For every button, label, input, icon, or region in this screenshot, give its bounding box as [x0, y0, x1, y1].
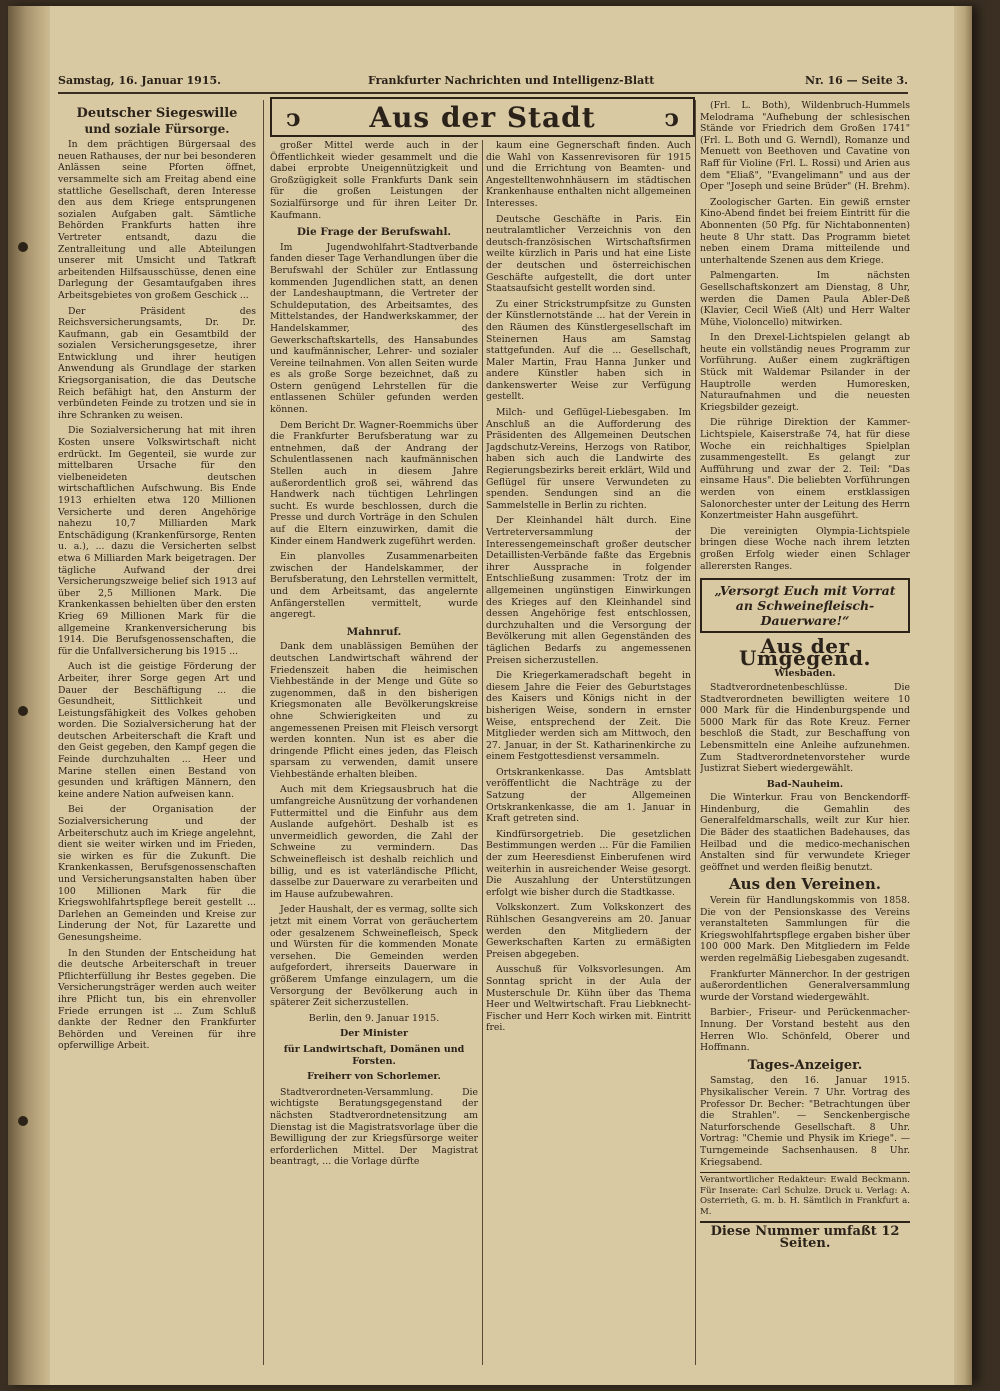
paragraph: Volkskonzert. Zum Volkskonzert des Rühlschen Gesangvereins am 20. Januar werden den Mitgliedern der Gewerkschaften Karten zu ermäßigten Preisen abgegeben.: [486, 902, 691, 960]
ornament-icon: ↄ: [664, 103, 679, 132]
paragraph: Dank dem unablässigen Bemühen der deutschen Landwirtschaft während der Friedenszeit haben die heimischen Viehbestände in der Menge und Güte so zugenommen, daß in den bisherigen Kriegsmonaten alle Bevölkerungskreise ohne Schwierigkeiten und zu angemessenen Preisen mit Fleisch versorgt werden konnten. Nun ist es aber die dringende Pflicht eines jeden, das Fleisch sparsam zu verwenden, damit unsere Viehbestände erhalten bleiben.: [270, 641, 478, 780]
paragraph: Im Jugendwohlfahrt-Stadtverbande fanden dieser Tage Verhandlungen über die Berufswahl der Schüler zur Entlassung kommenden Jugendlichen statt, an denen der Landeshauptmann, die Vertreter der Schuldeputation, des Arbeitsamtes, des Mittelstandes, der Handwerkskammer, der Handelskammer, des Gewerkschaftskartells, des Hansabundes und kaufmännischer, Lehrer- und sozialer Vereine teilnahmen. Von allen Seiten wurde es als große Sorge bezeichnet, daß zu Ostern genügend Lehrstellen für die entlassenen Schüler gefunden werden können.: [270, 241, 478, 416]
column-rule: [482, 140, 483, 1365]
column-1: [58, 100, 256, 1370]
paragraph: In dem prächtigen Bürgersaal des neuen Rathauses, der nur bei besonderen Anlässen seine Pforten öffnet, versammelte sich am Freitag abend eine stattliche Gesellschaft, deren Interesse den aus dem Kriege entsprungenen sozialen Aufgaben galt. Sämtliche Behörden Frankfurts hatten ihre Vertreter entsandt, dazu die Zentralleitung und alle Abteilungen unserer mit Umsicht und Tatkraft arbeitenden Hilfsausschüsse, denen eine Darlegung der Gesamtaufgaben ihres Arbeitsgebietes von großem Geschick ...: [58, 139, 256, 301]
page-count-notice: Diese Nummer umfaßt 12 Seiten.: [700, 1221, 910, 1249]
paragraph: Stadtverordnetenbeschlüsse. Die Stadtverordneten bewilligten weitere 10 000 Mark für die Hindenburgspende und 5000 Mark für das Rote Kreuz. Ferner beschloß die Stadt, zur Beschaffung von Lebensmitteln eine Anleihe aufzunehmen. Zum Stadtverordnetenvorsteher wurde Justizrat Siebert wiedergewählt.: [700, 681, 910, 775]
paragraph: Stadtverordneten-Versammlung. Die wichtigste Beratungsgegenstand der nächsten Stadtverordnetensitzung am Dienstag ist die Magistratsvorlage über die Bewilligung der zur Kriegsfürsorge weiter erforderlichen Mittel. Der Magistrat beantragt, ... die Vorlage dürfte: [270, 1086, 478, 1168]
paragraph: Die rührige Direktion der Kammer-Lichtspiele, Kaiserstraße 74, hat für diese Woche ein reichhaltiges Spielplan zusammengestellt. Es gelangt zur Aufführung und zwar der 2. Teil: "Das einsame Haus". Die beliebten Vorführungen werden von einem erstklassigen Salonorchester unter der Leitung des Herrn Konzertmeister Hahn ausgeführt.: [700, 417, 910, 522]
header-date: Samstag, 16. Januar 1915.: [58, 74, 221, 87]
column-3: [486, 140, 691, 1370]
signature-name: Freiherr von Schorlemer.: [307, 1071, 441, 1083]
ornament-icon: ↄ: [286, 103, 301, 132]
binding-hole: [18, 706, 28, 716]
paragraph: Dem Bericht Dr. Wagner-Roemmichs über die Frankfurter Berufsberatung war zu entnehmen, daß der Andrang der Schulentlassenen nach kaufmännischen Stellen auch in diesem Jahre außerordentlich groß sei, während das Handwerk nach tüchtigen Lehrlingen sucht. Es wurde beschlossen, durch die Presse und durch Vorträge in den Schulen auf die Eltern einzuwirken, damit die Kinder einem Handwerk zugeführt werden.: [270, 419, 478, 547]
article-subtitle: und soziale Fürsorge.: [84, 121, 230, 136]
column-rule: [695, 100, 696, 1365]
paragraph: Die Kriegerkameradschaft begeht in diesem Jahre die Feier des Geburtstages des Kaisers und Königs nicht in der bisherigen Weise, sondern in ernster Weise, entsprechend der Zeit. Die Mitglieder werden sich am Mittwoch, den 27. Januar, in der St. Katharinenkirche zu einem Festgottesdienst versammeln.: [486, 670, 691, 763]
advertisement-box: „Versorgt Euch mit Vorrat an Schweinefleisch-Dauerware!“: [700, 578, 910, 633]
paragraph: Die Sozialversicherung hat mit ihren Kosten unsere Volkswirtschaft nicht erdrückt. Im Gegenteil, sie wurde zur mittelbaren Ursache für den vielbeneideten deutschen wirtschaftlichen Aufschwung. Bis Ende 1913 erhielten etwa 120 Millionen Versicherte und deren Angehörige nahezu 10,7 Milliarden Mark Entschädigung (Krankenfürsorge, Renten u. a.), ... dazu die Versicherten selbst etwa 6 Milliarden Mark beigetragen. Der tägliche Aufwand der drei Versicherungszweige belief sich 1913 auf über 2,5 Millionen Mark. Die Krankenkassen behielten über den ersten Krieg 69 Millionen Mark für die allgemeine Krankenversicherung bis 1914. Die Berufsgenossenschaften, die für die Unfallversicherung bis 1915 ...: [58, 425, 256, 657]
article-heading: Mahnruf.: [346, 625, 402, 638]
paragraph: Palmengarten. Im nächsten Gesellschaftskonzert am Dienstag, 8 Uhr, werden die Damen Paula Abler-Deß (Klavier, Cecil Wieß (Alt) und Herr Walter Mühe, Violoncello) mitwirken.: [700, 270, 910, 328]
section-heading: Aus der Umgegend.: [738, 634, 871, 670]
imprint: Verantwortlicher Redakteur: Ewald Beckmann. Für Inserate: Carl Schulze. Druck u. Verlag: A. Osterrieth, G. m. b. H. Sämtlich in Frankfurt a. M.: [700, 1172, 910, 1217]
paragraph: Zoologischer Garten. Ein gewiß ernster Kino-Abend findet bei freiem Eintritt für die Abonnenten (50 Pfg. für Nichtabonnenten) heute 8 Uhr statt. Das Programm bietet neben einem Drama mitteilende und unterhaltende Szenen aus dem Kriege.: [700, 196, 910, 266]
header-page-number: Nr. 16 — Seite 3.: [805, 74, 908, 87]
section-heading: Aus den Vereinen.: [729, 875, 881, 894]
article-heading: Die Frage der Berufswahl.: [296, 226, 452, 239]
page-header: [58, 72, 908, 94]
paragraph: Milch- und Geflügel-Liebesgaben. Im Anschluß an die Aufforderung des Präsidenten des Allgemeinen Deutschen Jagdschutz-Vereins, Herzogs von Ratibor, haben sich auch die Landwirte des Regierungsbezirks bereit erklärt, Wild und Geflügel für unsere Verwundeten zu spenden. Sendungen sind an die Sammelstelle in Berlin zu richten.: [486, 407, 691, 511]
paragraph: Bei der Organisation der Sozialversicherung und der Arbeiterschutz auch im Kriege angelehnt, dient sie weiter wirken und im Frieden, sie wirken es für die Zukunft. Die Krankenkassen, Berufsgenossenschaften und Versicherungsanstalten haben über 100 Millionen Mark für die Kriegswohlfahrtspflege bereit gestellt ... Darlehen an Gemeinden und Kreise zur Linderung der Not, für Lazarette und Genesungsheime.: [58, 804, 256, 943]
paragraph: Auch ist die geistige Förderung der Arbeiter, ihrer Sorge gegen Art und Dauer der Beschäftigung ... die Gesundheit, Sittlichkeit und Leistungsfähigkeit des Volkes gehoben worden. Die Sozialversicherung hat der deutschen Arbeiterschaft die Kraft und den Geist gegeben, den Kampf gegen die Feinde durchzuhalten ... Heer und Marine stellen einen Bestand von gesunden und kräftigen Männern, den keine andere Nation aufweisen kann.: [58, 661, 256, 800]
article-title: Deutscher Siegeswille: [76, 106, 238, 121]
paragraph: Der Kleinhandel hält durch. Eine Vertreterversammlung der Interessengemeinschaft großer deutscher Detaillisten-Verbände faßte das Ergebnis ihrer Aussprache in folgender Entschließung zusammen: Trotz der im allgemeinen ungünstigen Einwirkungen des Krieges auf den Kleinhandel sind dessen Angehörige fest entschlossen, durchzuhalten und die Versorgung der Bevölkerung mit allen Gegenständen des täglichen Bedarfs zu angemessenen Preisen sicherzustellen.: [486, 515, 691, 666]
binding-hole: [18, 242, 28, 252]
section-heading: Tages-Anzeiger.: [747, 1057, 863, 1073]
binding-edge: [8, 6, 50, 1385]
paragraph: Verein für Handlungskommis von 1858. Die von der Pensionskasse des Vereins veranstalteten Sammlungen für die Kriegswohlfahrtspflege ergaben bisher über 100 000 Mark. Den Mitgliedern im Felde werden regelmäßig Liebesgaben zugesandt.: [700, 895, 910, 964]
paragraph: kaum eine Gegnerschaft finden. Auch die Wahl von Kassenrevisoren für 1915 und die Errichtung von Beamten- und Angestelltenwohnhäusern im städtischen Krankenhause enthalten nicht allgemeinen Interesses.: [486, 140, 691, 209]
section-banner: [270, 97, 695, 137]
signature-title: Der Minister: [339, 1028, 409, 1040]
paragraph: Der Präsident des Reichsversicherungsamts, Dr. Dr. Kaufmann, gab ein Gesamtbild der sozialen Versicherungsgesetze, ihrer Entwicklung und ihrer heutigen Anwendung als Grundlage der starken Kriegsorganisation, die das Deutsche Reich befähigt hat, den Ansturm der verbündeten Feinde zu trotzen und sie in ihre Schranken zu weisen.: [58, 305, 256, 421]
paragraph: Die vereinigten Olympia-Lichtspiele bringen diese Woche nach ihrem letzten großen Erfolg wieder einen Schlager allerersten Ranges.: [700, 525, 910, 572]
paragraph: Barbier-, Friseur- und Perückenmacher-Innung. Der Vorstand besteht aus den Herren Wlo. Schönfeld, Oberer und Hoffmann.: [700, 1007, 910, 1054]
page-edge: [954, 6, 972, 1385]
paragraph: Die Winterkur. Frau von Benckendorff-Hindenburg, die Gemahlin des Generalfeldmarschalls, weilt zur Kur hier. Die Bäder des staatlichen Badehauses, das Heilbad und die medico-mechanischen Anstalten sind für verwundete Krieger geöffnet und werden fleißig benutzt.: [700, 792, 910, 873]
binding-hole: [18, 1116, 28, 1126]
paragraph: (Frl. L. Both), Wildenbruch-Hummels Melodrama "Aufhebung der schlesischen Stände vor Friedrich dem Großen 1741" (Frl. L. Both und G. Werndl), Romanze und Menuett von Beethoven und Cavatine von Raff für Violine (Frl. L. Rossi) und Arien aus dem "Eliaß", "Evangelimann" und aus der Oper "Joseph und seine Brüder" (H. Brehm).: [700, 100, 910, 193]
section-title: Aus der Stadt: [369, 101, 596, 134]
paragraph: In den Drexel-Lichtspielen gelangt ab heute ein vollständig neues Programm zur Vorführung. Außer einem zugkräftigen Stück mit Waldemar Psilander in der Hauptrolle werden Humoresken, Naturaufnahmen und die neuesten Kriegsbilder gezeigt.: [700, 332, 910, 413]
paragraph: Ausschuß für Volksvorlesungen. Am Sonntag spricht in der Aula der Musterschule Dr. Kühn über das Thema Heer und Weltwirtschaft. Frau Liebknecht-Fischer und Herr Koch wirken mit. Eintritt frei.: [486, 964, 691, 1034]
paragraph: Jeder Haushalt, der es vermag, sollte sich jetzt mit einem Vorrat von geräuchertem oder gesalzenem Schweinefleisch, Speck und Würsten für die kommenden Monate versehen. Die Gemeinden werden aufgefordert, ihrerseits Dauerware in größerem Umfange einzulagern, um die Versorgung der Bevölkerung auch in späterer Zeit sicherzustellen.: [270, 904, 478, 1009]
paragraph: Ein planvolles Zusammenarbeiten zwischen der Handelskammer, der Berufsberatung, den Lehrstellen vermittelt, und dem Arbeitsamt, das angelernte Anfängerstellen vermittelt, wurde angeregt.: [270, 551, 478, 621]
paragraph: Frankfurter Männerchor. In der gestrigen außerordentlichen Generalversammlung wurde der Vorstand wiedergewählt.: [700, 968, 910, 1003]
paragraph: großer Mittel werde auch in der Öffentlichkeit wieder gesammelt und die dabei erprobte Uneigennützigkeit und Großzügigkeit solle Frankfurts Dank sein für die großen Leistungen der Sozialfürsorge und für ihren Leiter Dr. Kaufmann.: [270, 140, 478, 221]
dateline: Berlin, den 9. Januar 1915.: [308, 1012, 440, 1024]
paragraph: Kindfürsorgetrieb. Die gesetzlichen Bestimmungen werden ... Für die Familien der zum Heeresdienst Einberufenen wird weiterhin in ausreichender Weise gesorgt. Die Auszahlung der Unterstützungen erfolgt wie bisher durch die Stadtkasse.: [486, 828, 691, 898]
place-heading: Bad-Nauheim.: [766, 778, 844, 790]
signature-office: für Landwirtschaft, Domänen und Forsten.: [283, 1043, 465, 1067]
paragraph: Auch mit dem Kriegsausbruch hat die umfangreiche Ausnützung der vorhandenen Futtermittel und die Einfuhr aus dem Auslande aufgehört. Deshalb ist es unvermeidlich geworden, die Zahl der Schweine zu vermindern. Das Schweinefleisch ist deshalb reichlich und billig, und es ist vaterländische Pflicht, dasselbe zur Dauerware zu verarbeiten und im Hause aufzubewahren.: [270, 784, 478, 900]
column-2: [270, 140, 478, 1370]
paragraph: Samstag, den 16. Januar 1915. Physikalischer Verein. 7 Uhr. Vortrag des Professor Dr. Becher: "Betrachtungen über die Strahlen". — Senckenbergische Naturforschende Gesellschaft. 8 Uhr. Vortrag: "Chemie und Physik im Kriege". — Turngemeinde Sachsenhausen. 8 Uhr. Kriegsabend.: [700, 1075, 910, 1168]
header-masthead: Frankfurter Nachrichten und Intelligenz-Blatt: [368, 74, 655, 87]
place-heading: Wiesbaden.: [774, 668, 836, 680]
paragraph: Zu einer Strickstrumpfsitze zu Gunsten der Künstlernotstände ... hat der Verein in den Räumen des Künstlergesellschaft im Steinernen Haus am Samstag stattgefunden. Auf die ... Gesellschaft, Maler Martin, Frau Hanna Junker und andere Künstler haben sich in dankenswerter Weise zur Verfügung gestellt.: [486, 298, 691, 403]
paragraph: Deutsche Geschäfte in Paris. Ein neutralamtlicher Verzeichnis von den deutsch-französischen Wirtschaftsfirmen weilte kürzlich in Paris und hat eine Liste der deutschen und österreichischen Geschäfte aufgestellt, die dort unter Staatsaufsicht gestellt worden sind.: [486, 213, 691, 295]
column-rule: [263, 100, 264, 1365]
paragraph: In den Stunden der Entscheidung hat die deutsche Arbeiterschaft in treuer Pflichterfüllung ihr Bestes gegeben. Die Versicherungsträger werden auch weiter ihre Pflicht tun, bis ein ehrenvoller Friede errungen ist ... Zum Schluß dankte der Redner den Frankfurter Behörden und Vereinen für ihre opferwillige Arbeit.: [58, 947, 256, 1052]
paragraph: Ortskrankenkasse. Das Amtsblatt veröffentlicht die Nachträge zu der Satzung der Allgemeinen Ortskrankenkasse, die am 1. Januar in Kraft getreten sind.: [486, 766, 691, 825]
column-4: [700, 100, 910, 1370]
